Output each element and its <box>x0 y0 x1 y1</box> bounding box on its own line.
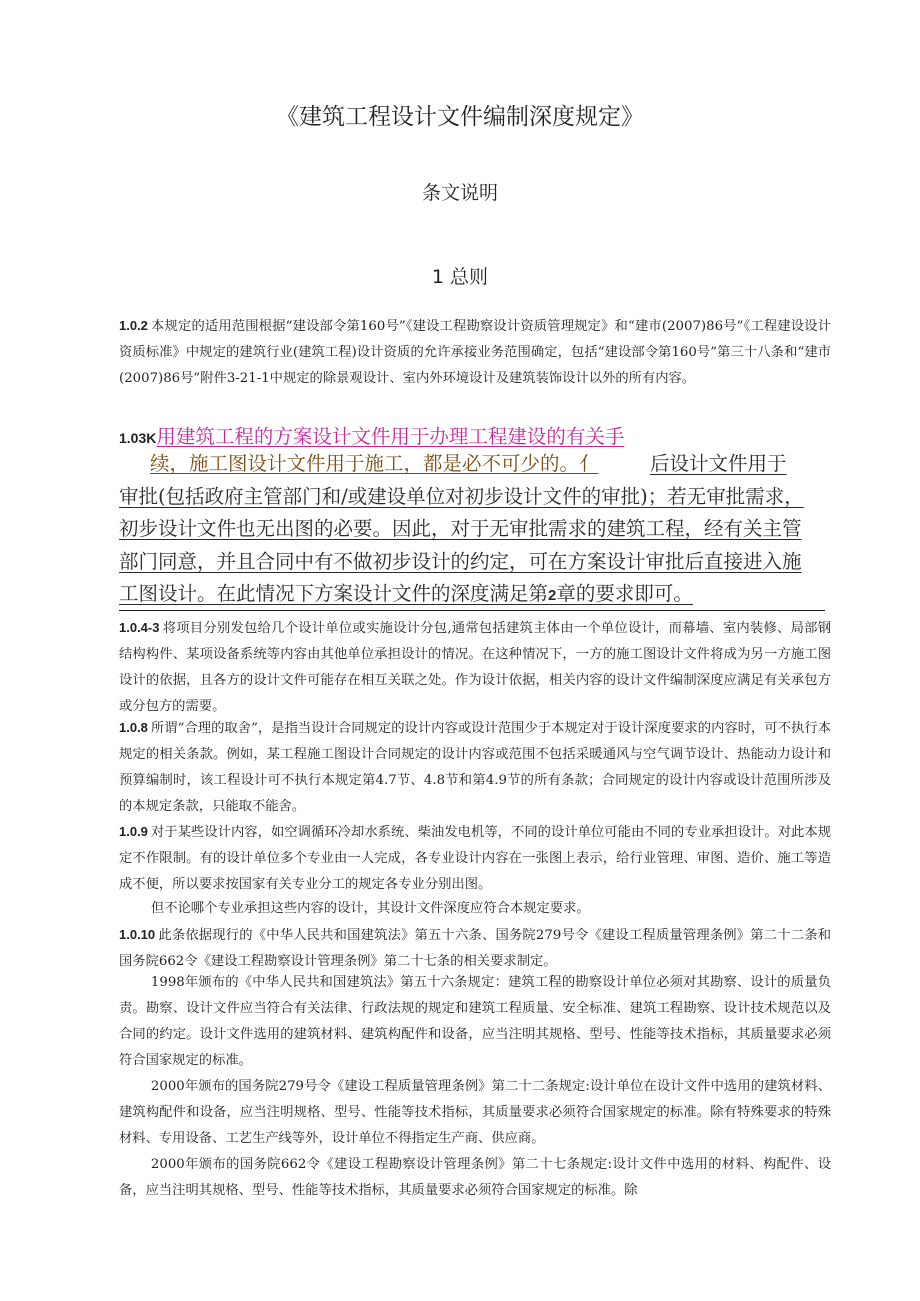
clause-number: 1.03K <box>119 430 157 446</box>
clause-1-0-10-para-3: 2000年颁布的国务院662令《建设工程勘察设计管理条例》第二十七条规定:设计文件中选用的材料、构配件、设备，应当注明其规格、型号、性能等技术指标，其质量要求必须符合国家规定的标准。除 <box>119 1157 831 1198</box>
clause-text: 后设计文件用于 <box>650 452 787 475</box>
clause-text: 本规定的适用范围根据“建设部令第160号”《建设工程勘察设计资质管理规定》和“建市(2007)86号”《工程建设设计资质标准》中规定的建筑行业(建筑工程)设计资质的允许承接业务范围确定，包括“建设部令第160号”第三十八条和“建市(2007)86号”附件3-21-1中规定的除景观设计、室内外环境设计及建筑装饰设计以外的所有内容。 <box>119 319 831 386</box>
section-subtitle: 条文说明 <box>421 182 498 204</box>
clause-1-0-8 <box>119 715 831 820</box>
clause-1-0-3-line6 <box>119 579 693 611</box>
clause-1-0-3-line5 <box>119 547 802 577</box>
divider-line <box>119 610 825 611</box>
clause-1-0-9-followup: 但不论哪个专业承担这些内容的设计，其设计文件深度应符合本规定要求。 <box>150 901 590 916</box>
clause-text: 将项目分别发包给几个设计单位或实施设计分包,通常包括建筑主体由一个单位设计，而幕墙、室内装修、局部钢结构构件、某项设备系统等内容由其他单位承担设计的情况。在这种情况下，一方的施工图设计文件将成为另一方施工图设计的依据，且各方的设计文件可能存在相互关联之处。作为设计依据，相关内容的设计文件编制深度应满足有关承包方或分包方的需要。 <box>119 621 831 714</box>
clause-1-0-3-line2 <box>150 449 599 479</box>
clause-text: 章的要求即可。 <box>556 582 693 605</box>
clause-number: 1.0.10 <box>119 927 156 942</box>
document-title: 《建筑工程设计文件编制深度规定》 <box>276 104 644 130</box>
clause-text: 此条依据现行的《中华人民共和国建筑法》第五十六条、国务院279号令《建设工程质量管理条例》第二十二条和国务院662令《建设工程勘察设计管理条例》第二十七条的相关要求制定。 <box>119 928 831 969</box>
clause-number: 1.0.4-3 <box>119 620 160 635</box>
clause-text: 对于某些设计内容，如空调循环冷却水系统、柴油发电机等，不同的设计单位可能由不同的专业承担设计。对此本规定不作限制。有的设计单位多个专业由一人完成，各专业设计内容在一张图上表示，给行业管理、审图、造价、施工等造成不便，所以要求按国家有关专业分工的规定各专业分别出图。 <box>119 825 831 892</box>
clause-1-0-10 <box>119 922 831 975</box>
clause-text: 部门同意，并且合同中有不做初步设计的约定，可在方案设计审批后直接进入施 <box>119 550 802 573</box>
clause-1-0-3-line3 <box>119 482 804 512</box>
chapter-reference: 2 <box>548 587 557 604</box>
highlighted-text: 用建筑工程的方案设计文件用于办理工程建设的有关手 <box>156 425 625 448</box>
clause-number: 1.0.9 <box>119 824 148 839</box>
clause-number: 1.0.8 <box>119 720 148 735</box>
clause-1-0-9 <box>119 819 831 898</box>
clause-1-0-3-line2-tail <box>650 449 787 479</box>
clause-1-0-3-line4 <box>119 514 802 544</box>
clause-number: 1.0.2 <box>119 318 148 333</box>
clause-1-0-2 <box>119 313 831 392</box>
highlighted-text: 续，施工图设计文件用于施工，都是必不可少的。亻 <box>150 452 599 475</box>
clause-text: 所谓“合理的取舍”，是指当设计合同规定的设计内容或设计范围少于本规定对于设计深度要求的内容时，可不执行本规定的相关条款。例如，某工程施工图设计合同规定的设计内容或范围不包括采暖通风与空气调节设计、热能动力设计和预算编制时，该工程设计可不执行本规定第4.7节、4.8节和第4.9节的所有条款；合同规定的设计内容或设计范围所涉及的本规定条款，只能取不能舍。 <box>119 721 831 814</box>
clause-text: 初步设计文件也无出图的必要。因此，对于无审批需求的建筑工程，经有关主管 <box>119 517 802 540</box>
clause-text: 工图设计。在此情况下方案设计文件的深度满足第 <box>119 582 549 605</box>
clause-1-0-10-para-1: 1998年颁布的《中华人民共和国建筑法》第五十六条规定：建筑工程的勘察设计单位必须对其勘察、设计的质量负责。勘察、设计文件应当符合有关法律、行政法规的规定和建筑工程质量、安全标准、建筑工程勘察、设计技术规范以及合同的约定。设计文件选用的建筑材料、建筑构配件和设备，应当注明其规格、型号、性能等技术指标，其质量要求必须符合国家规定的标准。 <box>119 975 831 1068</box>
chapter-heading: 1 总则 <box>431 266 489 288</box>
clause-1-0-10-para-2: 2000年颁布的国务院279号令《建设工程质量管理条例》第二十二条规定:设计单位在设计文件中选用的建筑材料、建筑构配件和设备，应当注明规格、型号、性能等技术指标，其质量要求必须符合国家规定的标准。除有特殊要求的特殊材料、专用设备、工艺生产线等外，设计单位不得指定生产商、供应商。 <box>119 1079 831 1146</box>
clause-text: 审批(包括政府主管部门和/或建设单位对初步设计文件的审批)；若无审批需求， <box>119 485 804 508</box>
clause-1-0-4-3 <box>119 615 831 720</box>
